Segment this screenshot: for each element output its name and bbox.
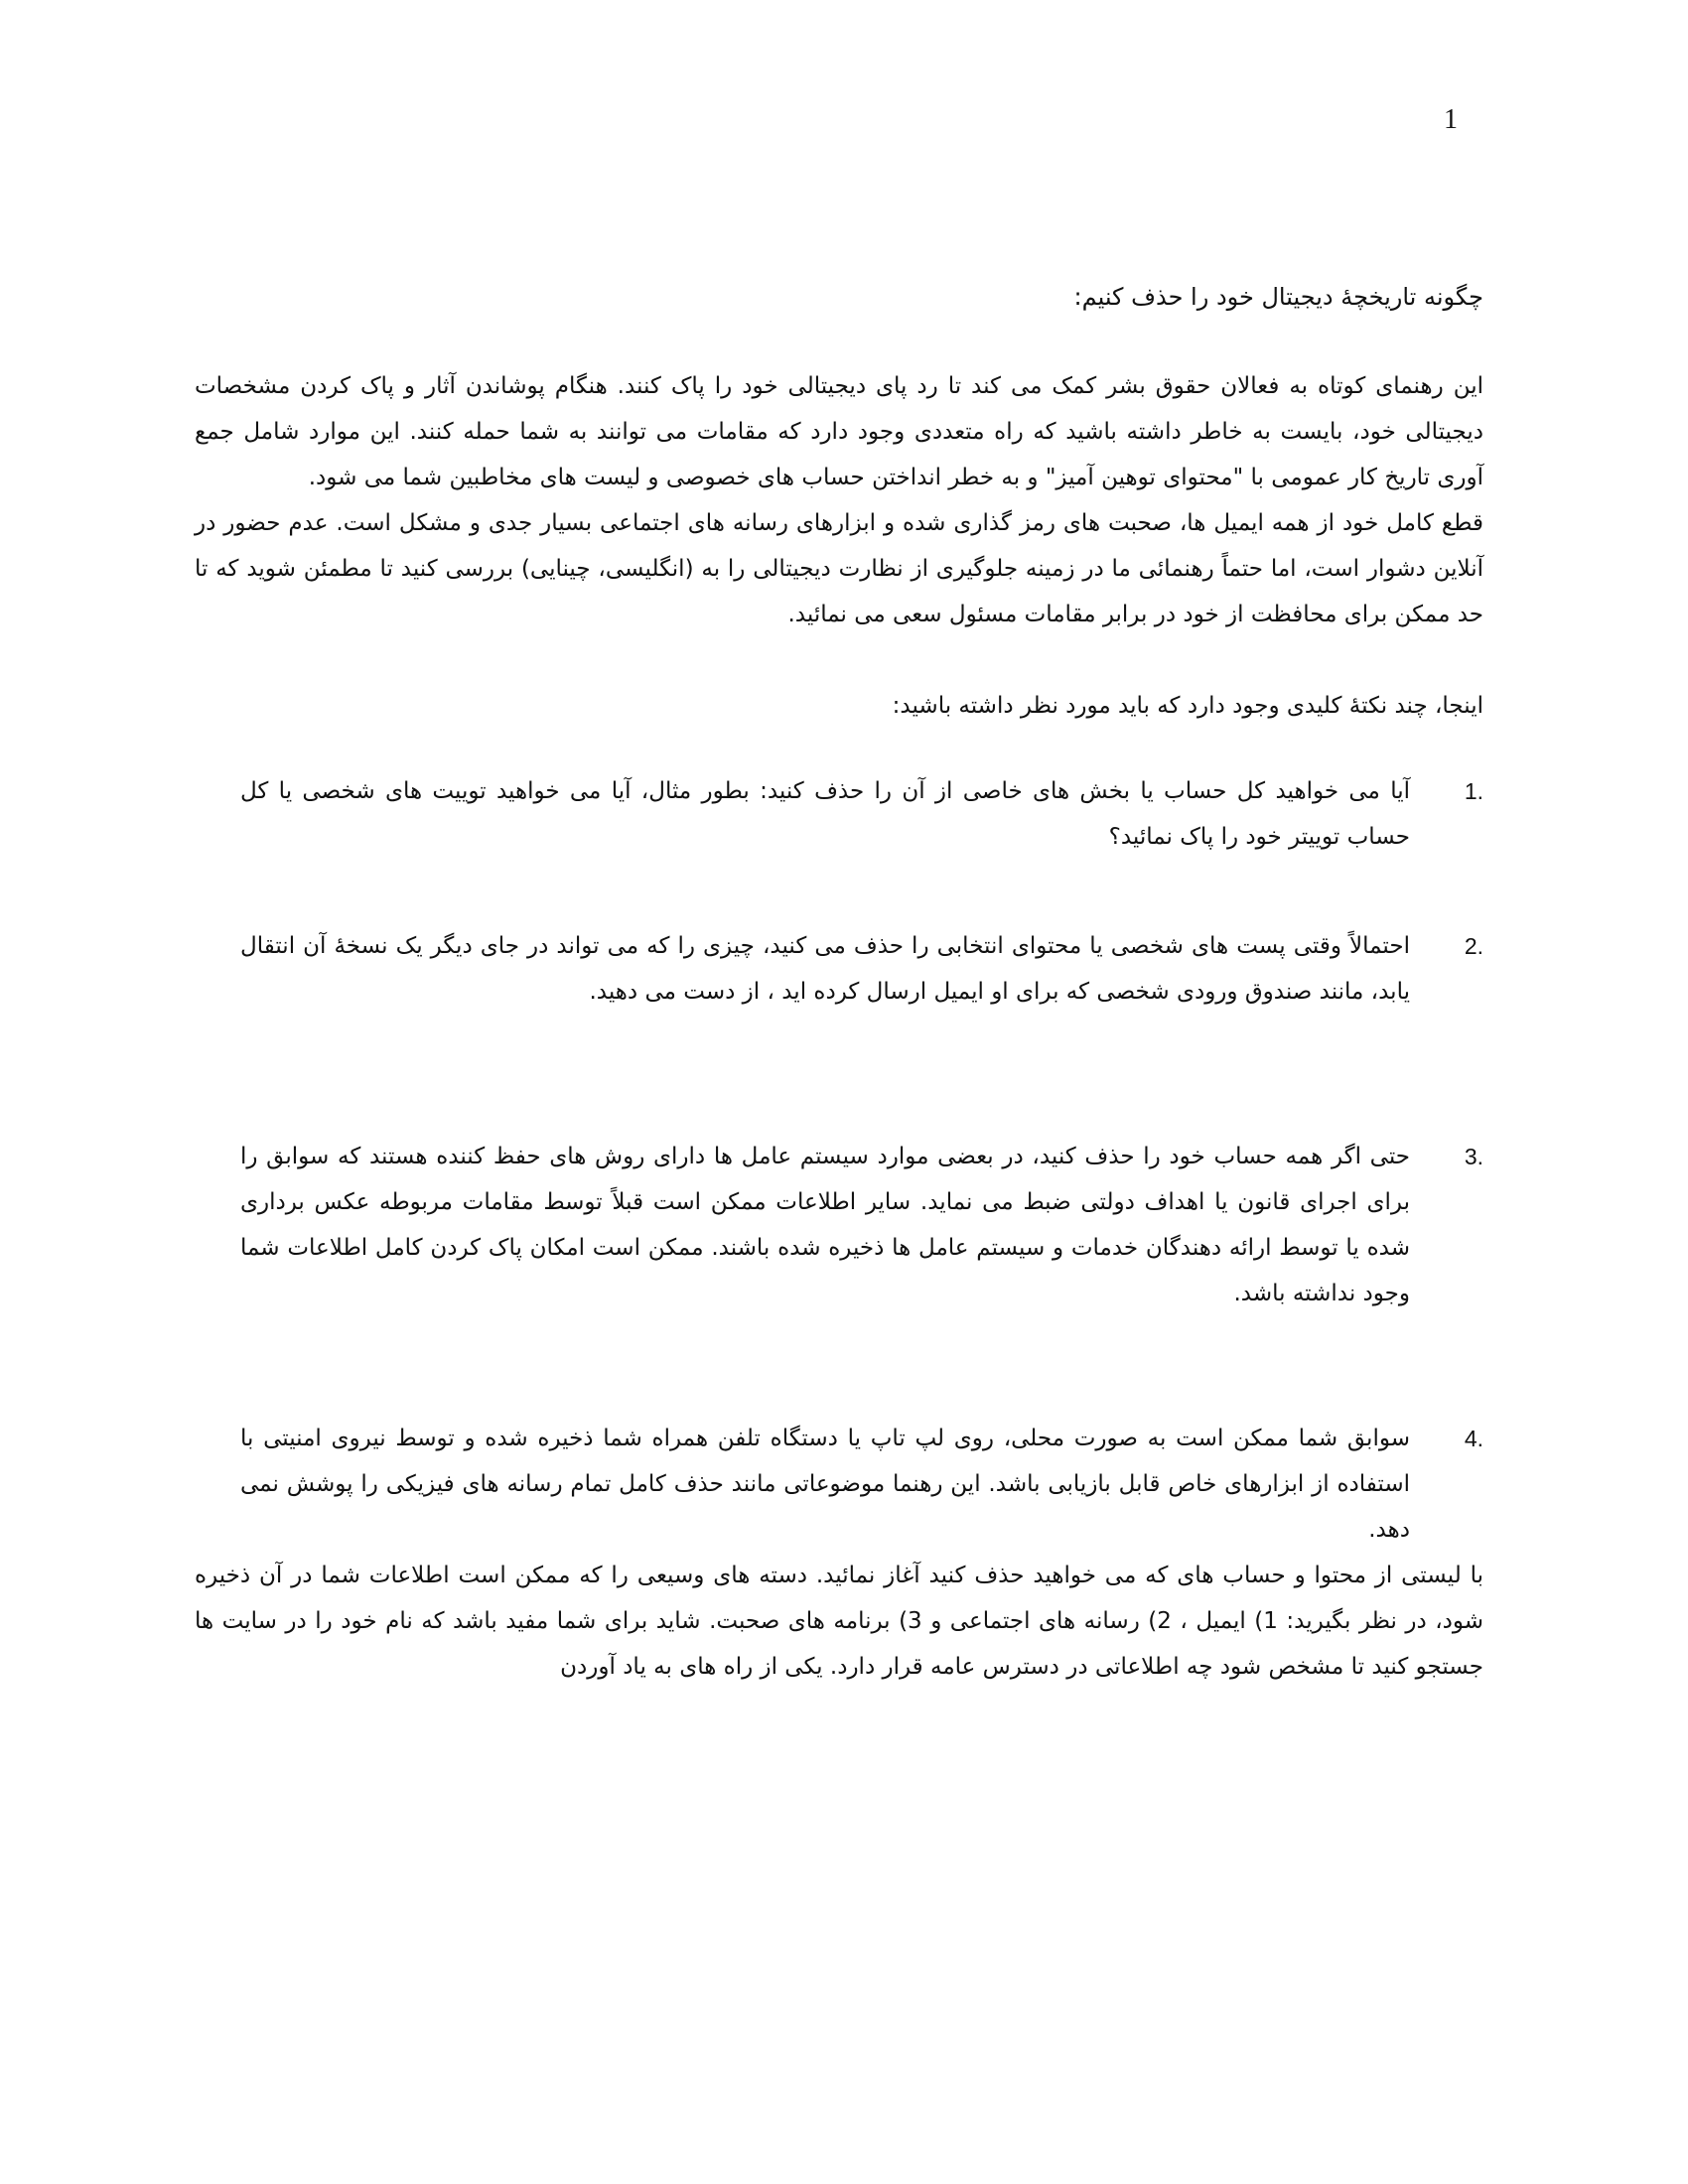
list-item-number: 3. <box>1464 1144 1483 1169</box>
list-item-text: احتمالاً وقتی پست های شخصی یا محتوای انتخابی را حذف می کنید، چیزی را که می تواند در جای دیگر یک نسخۀ آن انتقال یابد، مانند صندوق ورودی شخصی که برای او ایمیل ارسال کرده اید ، از دست می دهید. <box>240 933 1410 1005</box>
document-title: چگونه تاریخچۀ دیجیتال خود را حذف کنیم: <box>1073 283 1483 311</box>
list-item-text: حتی اگر همه حساب خود را حذف کنید، در بعضی موارد سیستم عامل ها دارای روش های حفظ کننده هستند که سوابق را برای اجرای قانون یا اهداف دولتی ضبط می نماید. سایر اطلاعات ممکن است قبلاً توسط مقامات مربوطه عکس برداری شده یا توسط ارائه دهندگان خدمات و سیستم عامل ها ذخیره شده باشند. ممکن است امکان پاک کردن کامل اطلاعات شما وجود نداشته باشد. <box>240 1144 1410 1306</box>
key-points-list <box>195 768 1483 1553</box>
closing-paragraph: با لیستی از محتوا و حساب های که می خواهید حذف کنید آغاز نمائید. دسته های وسیعی را که ممکن است اطلاعات شما در آن ذخیره شود، در نظر بگیرید: 1) ایمیل ، 2) رسانه های اجتماعی و 3) برنامه های صحبت. شاید برای شما مفید باشد که نام خود را در سایت ها جستجو کنید تا مشخص شود چه اطلاعاتی در دسترس عامه قرار دارد. یکی از راه های به یاد آوردن <box>195 1563 1484 1680</box>
paragraph-spacer <box>195 637 1483 683</box>
list-item <box>195 1416 1483 1553</box>
list-item-text: آیا می خواهید کل حساب یا بخش های خاصی از آن را حذف کنید: بطور مثال، آیا می خواهید توییت های شخصی یا کل حساب توییتر خود را پاک نمائید؟ <box>240 778 1410 850</box>
list-item-number: 2. <box>1464 933 1483 959</box>
page-number: 1 <box>1444 104 1458 135</box>
list-item-text: سوابق شما ممکن است به صورت محلی، روی لپ تاپ یا دستگاه تلفن همراه شما ذخیره شده و توسط نیروی امنیتی با استفاده از ابزارهای خاص قابل بازیابی باشد. این رهنما موضوعاتی مانند حذف کامل تمام رسانه های فیزیکی را پوشش نمی دهد. <box>240 1426 1410 1543</box>
list-item <box>195 768 1483 860</box>
list-item-number: 4. <box>1464 1426 1483 1451</box>
intro-paragraph-2: قطع کامل خود از همه ایمیل ها، صحبت های رمز گذاری شده و ابزارهای رسانه های اجتماعی بسیار جدی و مشکل است. عدم حضور در آنلاین دشوار است، اما حتماً رهنمائی ما در زمینه جلوگیری از نظارت دیجیتالی را به (انگلیسی، چینایی) بررسی کنید تا مطمئن شوید که تا حد ممکن برای محافظت از خود در برابر مقامات مسئول سعی می نمائید. <box>195 510 1483 627</box>
key-points-lead: اینجا، چند نکتۀ کلیدی وجود دارد که باید مورد نظر داشته باشید: <box>892 693 1483 719</box>
intro-paragraph-1: این رهنمای کوتاه به فعالان حقوق بشر کمک می کند تا رد پای دیجیتالی خود را پاک کنند. هنگام پوشاندن آثار و پاک کردن مشخصات دیجیتالی خود، بایست به خاطر داشته باشید که راه متعددی وجود دارد که مقامات می توانند به شما حمله کنند. این موارد شامل جمع آوری تاریخ کار عمومی با "محتوای توهین آمیز" و به خطر انداختن حساب های خصوصی و لیست های مخاطبین شما می شود. <box>195 373 1483 490</box>
document-body <box>195 274 1483 1690</box>
list-item <box>195 1134 1483 1316</box>
list-item-number: 1. <box>1464 778 1483 804</box>
list-item <box>195 923 1483 1015</box>
